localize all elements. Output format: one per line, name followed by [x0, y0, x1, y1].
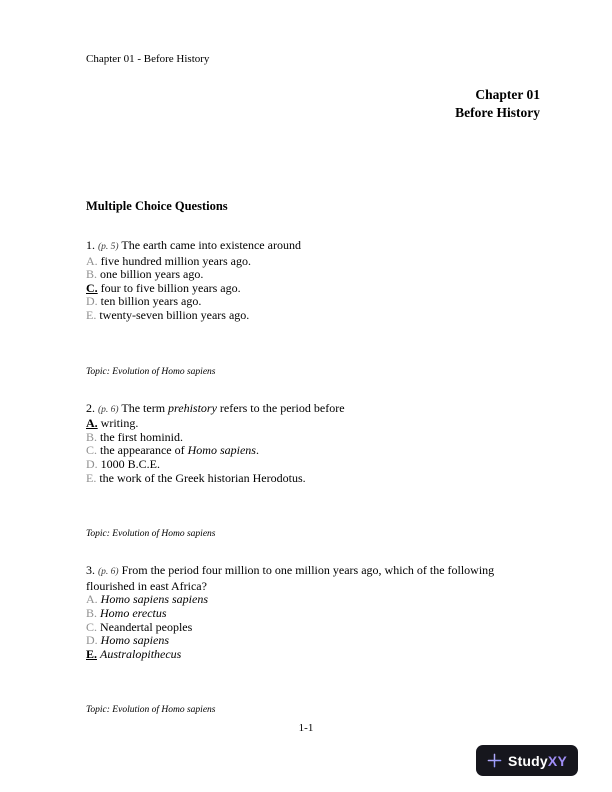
option-letter: E. — [86, 470, 97, 485]
page-reference: (p. 6) — [98, 404, 119, 415]
answer-option — [86, 417, 540, 431]
answer-option — [86, 309, 540, 323]
italic-text: Australopithecus — [100, 646, 182, 661]
chapter-title-line2: Before History — [455, 104, 540, 120]
studyxy-logo — [476, 745, 578, 776]
answer-option — [86, 431, 540, 445]
option-letter: B. — [86, 267, 98, 282]
topic-line: Topic: Evolution of Homo sapiens — [86, 529, 216, 540]
option-text: one billion years ago. — [100, 267, 204, 282]
option-text — [101, 592, 208, 606]
option-letter: D. — [86, 633, 98, 648]
option-text — [101, 633, 169, 647]
option-text: Neandertal peoples — [100, 619, 193, 634]
page-reference: (p. 5) — [98, 242, 119, 252]
option-text — [100, 606, 167, 620]
answer-option — [86, 268, 540, 282]
answer-option — [86, 282, 540, 296]
option-text — [100, 647, 181, 661]
option-letter: E. — [86, 646, 98, 661]
answer-option — [86, 444, 540, 458]
logo-text-xy: XY — [547, 752, 567, 769]
option-text: the first hominid. — [100, 429, 184, 444]
question-number: 2. — [86, 400, 98, 415]
answer-option — [86, 255, 540, 269]
question-block — [86, 239, 540, 378]
option-letter: D. — [86, 456, 98, 471]
italic-text: prehistory — [168, 400, 217, 415]
option-text: ten billion years ago. — [100, 294, 202, 309]
option-letter: A. — [86, 416, 98, 431]
option-letter: A. — [86, 592, 98, 607]
page-number: 1-1 — [298, 722, 314, 734]
logo-text — [508, 753, 567, 769]
question-number: 3. — [86, 563, 98, 578]
italic-text: Homo sapiens — [100, 633, 170, 648]
topic-line: Topic: Evolution of Homo sapiens — [86, 705, 216, 716]
option-letter: D. — [86, 294, 98, 309]
option-text: twenty-seven billion years ago. — [99, 307, 250, 322]
page-reference: (p. 6) — [98, 567, 119, 578]
option-text: five hundred million years ago. — [100, 253, 251, 268]
questions-container — [86, 239, 540, 716]
option-text: the appearance of Homo sapiens. — [100, 443, 259, 458]
page-header: Chapter 01 - Before History — [86, 53, 210, 65]
option-text: the work of the Greek historian Herodotus. — [99, 470, 306, 485]
question-stem: 3. (p. 6) From the period four million to one million years ago, which of the following flourished in east Africa? — [86, 563, 495, 593]
option-letter: C. — [86, 280, 98, 295]
logo-text-study: Study — [508, 752, 548, 769]
chapter-title-line1: Chapter 01 — [475, 87, 540, 102]
answer-option — [86, 607, 540, 621]
option-letter: C. — [86, 443, 98, 458]
chapter-title — [86, 86, 540, 121]
question-number: 1. — [86, 238, 98, 252]
answer-option — [86, 634, 540, 648]
answer-option — [86, 472, 540, 486]
italic-text: Homo erectus — [100, 605, 167, 620]
option-letter: C. — [86, 619, 98, 634]
section-heading: Multiple Choice Questions — [86, 199, 228, 213]
option-text: writing. — [100, 416, 139, 431]
option-letter: E. — [86, 307, 97, 322]
italic-text: Homo sapiens sapiens — [100, 592, 209, 607]
topic-line: Topic: Evolution of Homo sapiens — [86, 366, 216, 377]
answer-option — [86, 621, 540, 635]
option-letter: B. — [86, 605, 98, 620]
question-block — [86, 564, 540, 716]
question-stem: 1. (p. 5) The earth came into existence around — [86, 238, 301, 252]
answer-option — [86, 458, 540, 472]
question-stem: 2. (p. 6) The term prehistory refers to the period before — [86, 400, 345, 415]
option-letter: A. — [86, 253, 98, 268]
answer-option — [86, 648, 540, 662]
option-text: 1000 B.C.E. — [100, 456, 161, 471]
answer-option — [86, 295, 540, 309]
italic-text: Homo sapiens — [187, 443, 256, 458]
question-block — [86, 402, 540, 541]
plus-icon — [487, 753, 502, 768]
option-text: four to five billion years ago. — [100, 280, 241, 295]
option-letter: B. — [86, 429, 98, 444]
answer-option — [86, 593, 540, 607]
